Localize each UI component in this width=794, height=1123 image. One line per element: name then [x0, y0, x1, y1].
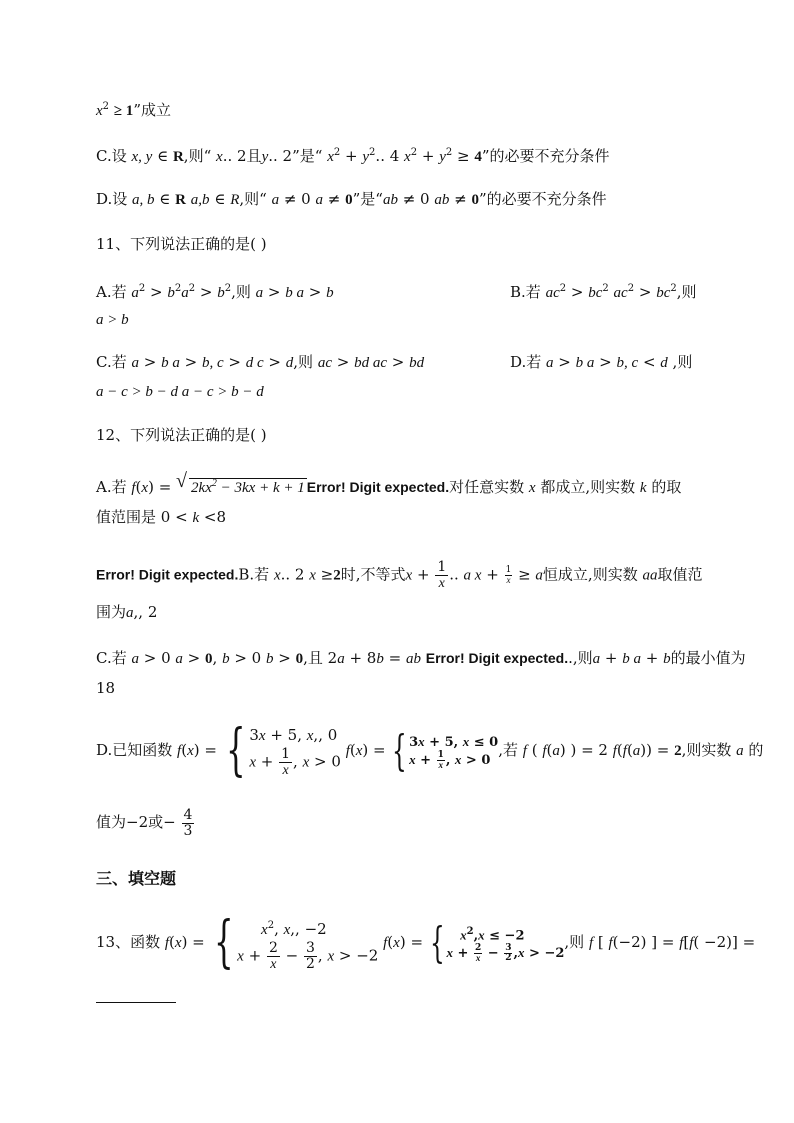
q12-option-b: Error! Digit expected.B.若 x.. 2 x ≥2时,不等式x + $\frac{1}{x}$ .. a x + $\frac{1}{x}$ ≥ a恒成立,则实数 aa取值范 — [96, 559, 703, 591]
q12-b-label: B.若 — [238, 565, 274, 584]
q12-option-a: A.若 f(x) = √ $2kx^2 - 3kx + k + 1$ Error! Digit expected.对任意实数 x 都成立,则实数 k 的取 — [96, 470, 682, 496]
q11-a-text: ,则 — [231, 283, 256, 301]
q11-option-b: B.若 $ac^2 > bc^2$ $ac^2 > bc^2$,则 — [510, 283, 697, 301]
answer-blank[interactable] — [96, 1002, 176, 1003]
q12-b-text4: 围为 — [96, 603, 127, 621]
q10-option-c: C.设 x, y ∈ R,则“ x.. 2且y.. 2”是“ $x^2 + y^2$.. 4 $x^2 + y^2 \ge 4$”的必要不充分条件 — [96, 147, 610, 165]
q12-a-text1: 对任意实数 — [449, 478, 529, 496]
q12-c-text2: .,则 — [568, 649, 593, 667]
q11-stem: 11、下列说法正确的是( ) — [96, 235, 267, 253]
q12-d-or: 或 — [148, 813, 164, 831]
q12-c-text3: 的最小值为 — [670, 649, 746, 667]
q12-c-error: Error! Digit expected. — [425, 650, 569, 666]
q11-option-d-cont: a − c > b − d a − c > b − d — [96, 384, 264, 400]
q11-option-b-cont: a > b — [96, 312, 129, 328]
q10-d-label: D.设 — [96, 190, 133, 208]
q11-option-a: A.若 $a^2 > b^2a^2 > b^2$,则 a > b a > b — [96, 283, 334, 301]
q12-d-label: D.已知函数 — [96, 741, 178, 759]
q12-b-error: Error! Digit expected. — [96, 566, 239, 583]
q13-stem: 13、函数 f(x) = { $x^2$, x,, −2 x + $\frac{2}{x}$ − $\frac{3}{2}$ , x > −2 f(x) = { $x^2,x \le -2$ x + $\frac{2}{x}$ − $\frac{3}{2}$ ,x > −2 ,则 f [ f(−2) ] = f[f( −2)] = — [96, 910, 756, 975]
q11-a-label: A.若 — [96, 283, 132, 301]
q10-d-text1: ,则“ — [239, 190, 272, 208]
q10-d-text3: ”的必要不充分条件 — [478, 190, 607, 208]
q10-option-d: D.设 a, b ∈ R a,b ∈ R,则“ a ≠ 0 a ≠ 0”是“ab ≠ 0 ab ≠ 0”的必要不充分条件 — [96, 190, 607, 208]
q12-c-text1: ,且 — [303, 649, 328, 667]
q10-c-text3: ”的必要不充分条件 — [481, 147, 610, 165]
q12-c-label: C.若 — [96, 649, 132, 667]
q13-label: 13、函数 — [96, 933, 165, 951]
q12-a-text4: 值范围是 — [96, 508, 161, 526]
q11-d-label: D.若 — [510, 353, 547, 371]
section-title: 三、填空题 — [96, 869, 177, 888]
q10-c-and: 且 — [246, 147, 262, 165]
q10-d-text2: ”是“ — [352, 190, 383, 208]
q11-option-c: C.若 a > b a > b, c > d c > d,则 ac > bd ac > bd — [96, 353, 425, 371]
q12-option-d: D.已知函数 f(x) = { 3x + 5, x,, 0 x + $\frac{1}{x}$ , x > 0 f(x) = { 3x + 5, x ≤ 0 x + $\frac{1}{x}$ , x > 0 ,若 f ( f(a) ) = 2 f(f(a)) = 2,则实数 a 的 — [96, 718, 764, 783]
q12-option-c: C.若 a > 0 a > 0, b > 0 b > 0,且 2a + 8b = ab Error! Digit expected..,则a + b a + b的最小值为 — [96, 649, 746, 667]
q12-b-text1: 时,不等式 — [340, 565, 406, 584]
q12-option-c-cont: 18 — [96, 679, 116, 697]
q12-d-text2: ,则实数 — [681, 741, 737, 759]
q11-option-d: D.若 a > b a > b, c < d ,则 — [510, 353, 693, 371]
q10-c-label: C.设 — [96, 147, 132, 165]
q12-d-text4: 值为 — [96, 813, 127, 831]
q10-c-text2: ”是“ — [292, 147, 323, 165]
q12-a-text2: 都成立,则实数 — [535, 478, 640, 496]
q12-a-error: Error! Digit expected. — [306, 479, 450, 495]
q11-b-label: B.若 — [510, 283, 546, 301]
q11-c-text: ,则 — [293, 353, 318, 371]
q12-option-a-cont: 值范围是 0 < k <8 — [96, 508, 226, 526]
q12-d-text1: ,若 — [498, 741, 523, 759]
q12-option-d-cont: 值为−2或− $\frac{4}{3}$ — [96, 806, 193, 839]
q12-a-label: A.若 — [96, 478, 132, 496]
q10-continuation: $x^2 \ge 1$”成立 — [96, 101, 171, 119]
q10-cont-text: ”成立 — [133, 101, 171, 119]
q12-option-b-cont: 围为a,, 2 — [96, 603, 158, 621]
q12-stem: 12、下列说法正确的是( ) — [96, 426, 267, 444]
q11-d-text: ,则 — [667, 353, 693, 371]
q13-text: ,则 — [564, 933, 589, 951]
q12-a-text3: 的取 — [646, 478, 682, 496]
q12-d-text3: 的 — [743, 741, 764, 759]
q12-b-text3: 取值范 — [657, 565, 703, 584]
q11-c-label: C.若 — [96, 353, 132, 371]
q11-b-text: ,则 — [676, 283, 697, 301]
q10-c-text1: ,则“ — [183, 147, 217, 165]
q12-b-text2: 恒成立,则实数 — [542, 565, 643, 584]
